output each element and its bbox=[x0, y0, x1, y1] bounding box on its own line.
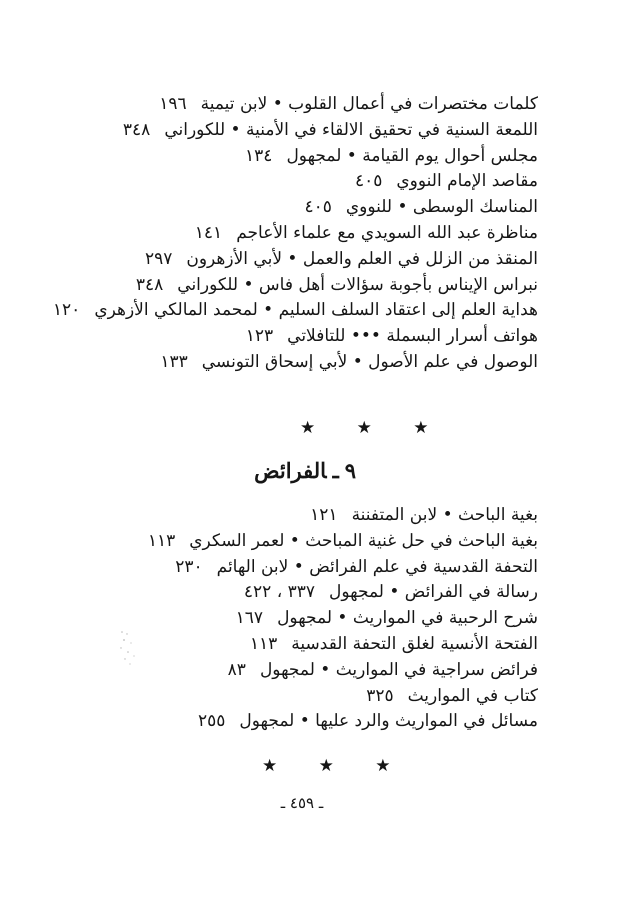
entry-title: التحفة القدسية في علم الفرائض • لابن الهائم bbox=[216, 556, 538, 577]
section-number: ٩ bbox=[344, 458, 356, 483]
entry-pages: ٢٥٥ bbox=[197, 711, 226, 732]
list-item bbox=[52, 298, 538, 324]
list-item bbox=[68, 709, 538, 735]
entry-title: هواتف أسرار البسملة ••• للتافلاتي bbox=[287, 326, 538, 347]
entry-title: فرائض سراجية في المواريث • لمجهول bbox=[259, 659, 538, 680]
entry-pages: ١٢٣ bbox=[245, 326, 274, 347]
list-item bbox=[68, 350, 538, 376]
page-number: ـ ٤٥٩ ـ bbox=[280, 794, 324, 812]
entry-pages: ١١٣ bbox=[147, 530, 176, 551]
section-title: الفرائض bbox=[254, 458, 327, 483]
entry-pages: ٣٢٥ bbox=[366, 685, 394, 706]
entry-pages: ١٤١ bbox=[194, 222, 223, 243]
entry-list-previous-section bbox=[52, 92, 538, 376]
list-item bbox=[68, 169, 538, 195]
entry-pages: ١٣٣ bbox=[160, 351, 188, 372]
entry-title: المناسك الوسطى • للنووي bbox=[345, 197, 538, 218]
end-separator-stars: ★ ★ ★ bbox=[262, 756, 409, 776]
entry-pages: ٣٤٨ bbox=[135, 274, 164, 295]
list-item bbox=[68, 503, 538, 529]
section-heading bbox=[254, 458, 356, 483]
list-item bbox=[68, 684, 538, 710]
entry-title: شرح الرحبية في المواريث • لمجهول bbox=[277, 608, 538, 629]
entry-pages: ١٣٤ bbox=[245, 145, 273, 166]
list-item bbox=[68, 580, 538, 606]
entry-pages: ٣٤٨ bbox=[122, 119, 151, 140]
entry-title: مناظرة عبد الله السويدي مع علماء الأعاجم bbox=[236, 222, 538, 243]
entry-pages: ٨٣ bbox=[227, 659, 246, 680]
entry-pages: ١٢١ bbox=[310, 505, 338, 525]
list-item bbox=[68, 555, 538, 581]
list-item bbox=[68, 221, 538, 247]
list-item bbox=[68, 529, 538, 555]
entry-title: اللمعة السنية في تحقيق الالقاء في الأمنية • للكوراني bbox=[164, 119, 538, 140]
entry-title: مسائل في المواريث والرد عليها • لمجهول bbox=[239, 711, 538, 732]
entry-title: نبراس الإيناس بأجوبة سؤالات أهل فاس • للكوراني bbox=[177, 274, 538, 295]
section-heading-dash: ـ bbox=[332, 458, 339, 483]
list-item bbox=[68, 92, 538, 118]
entry-pages: ٤٠٥ bbox=[304, 197, 332, 218]
entry-title: كلمات مختصرات في أعمال القلوب • لابن تيمية bbox=[200, 94, 538, 114]
list-item bbox=[68, 273, 538, 299]
entry-title: المنقذ من الزلل في العلم والعمل • لأبي الأزهرون bbox=[186, 248, 538, 269]
entry-title: رسالة في الفرائض • لمجهول bbox=[329, 582, 538, 603]
entry-title: بغية الباحث في حل غنية المباحث • لعمر السكري bbox=[189, 530, 538, 551]
entry-pages: ١١٣ bbox=[249, 633, 278, 654]
entry-pages: ١٩٦ bbox=[159, 94, 187, 114]
scan-speckle-mark bbox=[118, 628, 140, 668]
entry-title: الوصول في علم الأصول • لأبي إسحاق التونسي bbox=[201, 351, 538, 372]
list-item bbox=[68, 247, 538, 273]
entry-pages: ١٦٧ bbox=[235, 608, 264, 629]
list-item bbox=[68, 118, 538, 144]
entry-title: مقاصد الإمام النووي bbox=[396, 171, 538, 192]
entry-title: مجلس أحوال يوم القيامة • لمجهول bbox=[286, 145, 538, 166]
entry-pages: ٢٣٠ bbox=[175, 556, 203, 577]
entry-pages: ٤٠٥ bbox=[354, 171, 383, 192]
entry-title: الفتحة الأنسية لغلق التحفة القدسية bbox=[291, 633, 538, 654]
entry-pages: ٣٣٧ ، ٤٢٢ bbox=[243, 582, 316, 603]
list-item bbox=[68, 195, 538, 221]
entry-pages: ١٢٠ bbox=[52, 300, 81, 321]
list-item bbox=[68, 324, 538, 350]
entry-title: بغية الباحث • لابن المتفننة bbox=[351, 505, 538, 525]
list-item bbox=[68, 144, 538, 170]
entry-title: هداية العلم إلى اعتقاد السلف السليم • لمحمد المالكي الأزهري bbox=[94, 300, 538, 321]
section-separator-stars: ★ ★ ★ bbox=[300, 418, 447, 438]
entry-list-faraid bbox=[68, 503, 538, 735]
entry-title: كتاب في المواريث bbox=[407, 685, 538, 706]
entry-pages: ٢٩٧ bbox=[144, 248, 173, 269]
